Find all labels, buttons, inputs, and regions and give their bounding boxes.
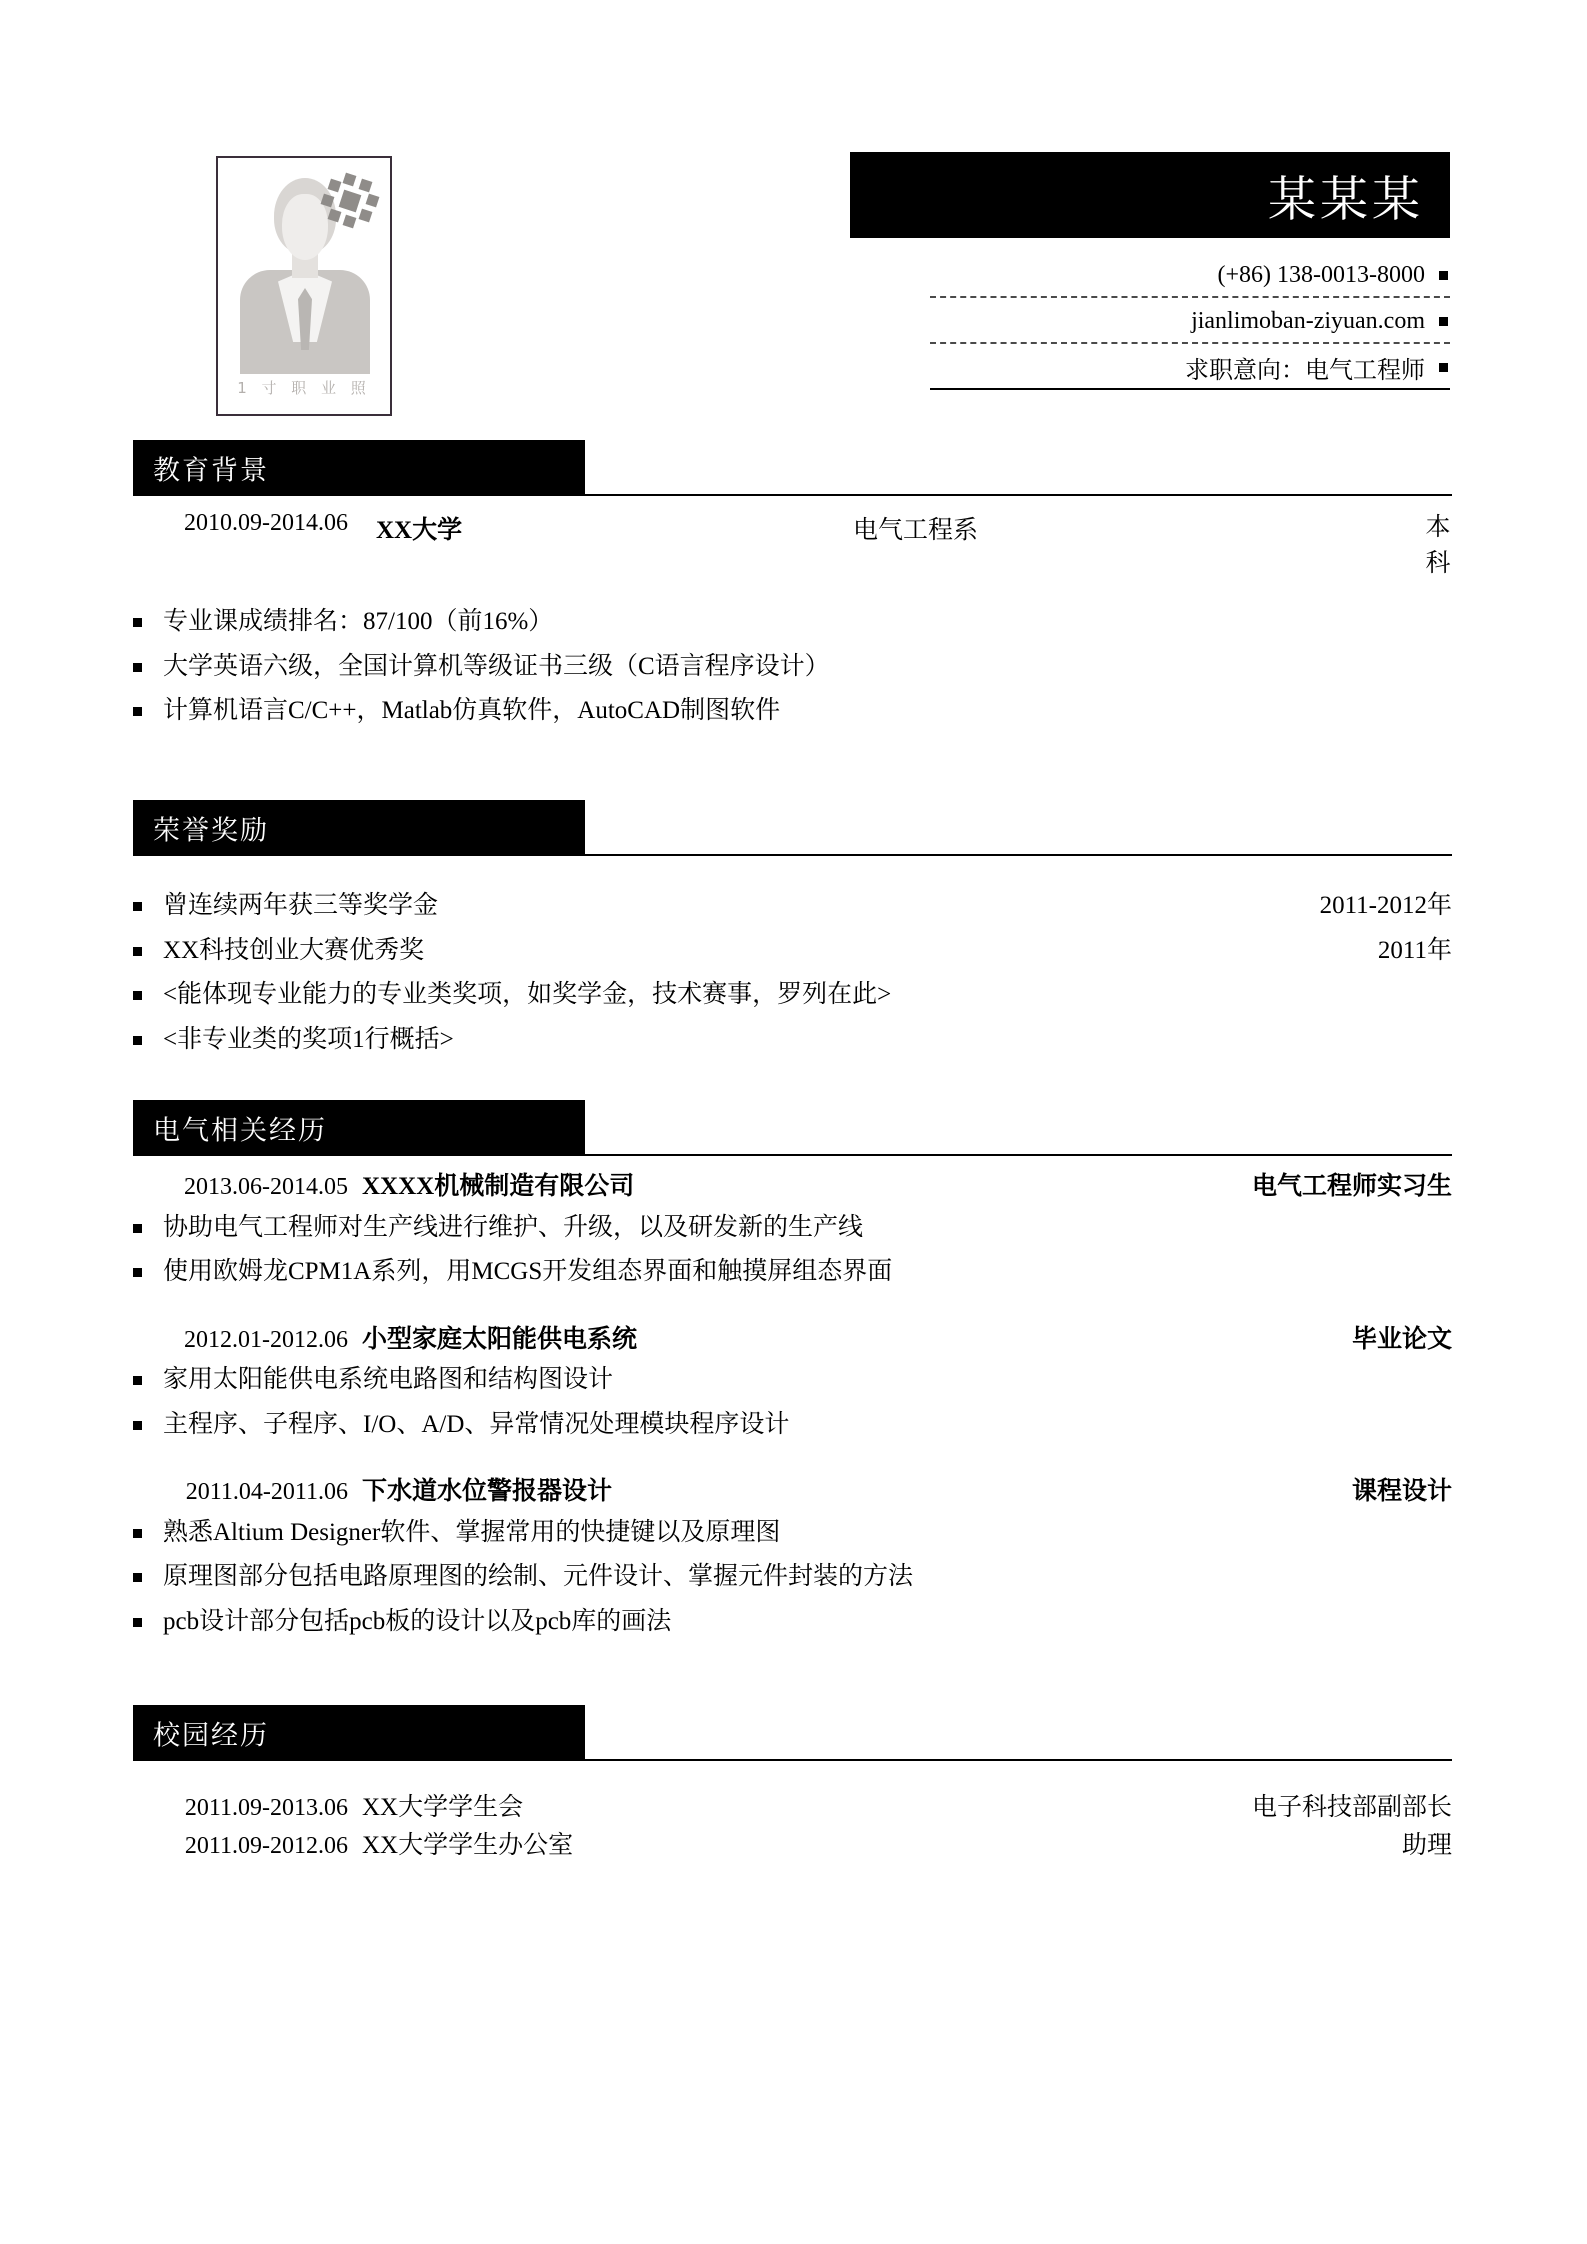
section-header-education — [133, 440, 1452, 496]
list-item — [133, 929, 1452, 974]
photo-gear-icon — [322, 174, 378, 230]
section-body-education — [133, 496, 1452, 734]
section-title: 荣誉奖励 — [153, 815, 269, 846]
section-campus — [0, 1705, 1587, 1864]
campus-role: 电子科技部副部长 — [1251, 1794, 1452, 1821]
list-item: 熟悉Altium Designer软件、掌握常用的快捷键以及原理图 — [133, 1511, 1452, 1556]
section-education — [0, 440, 1587, 734]
section-body-campus — [133, 1761, 1452, 1864]
section-body-experience — [133, 1156, 1452, 1644]
contact-row-website — [930, 298, 1450, 344]
divider-solid — [930, 388, 1450, 390]
experience-title: 小型家庭太阳能供电系统 — [362, 1325, 638, 1353]
contact-row-objective — [930, 344, 1450, 390]
profile-photo-placeholder[interactable] — [216, 156, 392, 416]
award-text: XX科技创业大赛优秀奖 — [163, 936, 425, 964]
experience-bullet-list — [133, 1358, 1452, 1447]
award-year: 2011-2012年 — [1319, 892, 1452, 919]
section-header-rule — [585, 854, 1452, 856]
section-header-rule — [585, 1759, 1452, 1761]
section-header-awards — [133, 800, 1452, 856]
education-school: XX大学 — [376, 517, 463, 544]
experience-entry — [133, 1473, 1452, 1511]
experience-date: 2012.01-2012.06 — [184, 1326, 348, 1353]
section-header-rule — [585, 1154, 1452, 1156]
list-item: 主程序、子程序、I/O、A/D、异常情况处理模块程序设计 — [133, 1403, 1452, 1448]
website-url[interactable]: jianlimoban-ziyuan.com — [1191, 307, 1425, 334]
section-awards — [0, 800, 1587, 1062]
spacer — [133, 868, 1452, 884]
campus-entry — [133, 1827, 1452, 1865]
award-year: 2011年 — [1377, 936, 1452, 964]
experience-role: 毕业论文 — [1351, 1325, 1452, 1353]
education-bullet-list — [133, 600, 1452, 734]
list-item: 计算机语言C/C++，Matlab仿真软件，AutoCAD制图软件 — [133, 689, 1452, 734]
campus-role: 助理 — [1401, 1831, 1452, 1859]
experience-role: 课程设计 — [1351, 1478, 1452, 1505]
list-item — [133, 884, 1452, 929]
section-header-experience — [133, 1100, 1452, 1156]
bullet-square-icon — [1439, 363, 1448, 372]
bullet-square-icon — [1439, 317, 1448, 326]
section-header-rule — [585, 494, 1452, 496]
resume-header — [0, 0, 1587, 440]
campus-org: XX大学学生办公室 — [362, 1831, 574, 1859]
list-item: 专业课成绩排名：87/100（前16%） — [133, 600, 1452, 645]
list-item — [133, 973, 1452, 1018]
campus-date: 2011.09-2012.06 — [184, 1832, 348, 1859]
candidate-name: 某某某 — [1267, 173, 1424, 227]
experience-entry — [133, 1321, 1452, 1359]
section-title: 教育背景 — [153, 455, 269, 486]
award-text: <能体现专业能力的专业类奖项，如奖学金，技术赛事，罗列在此> — [163, 981, 892, 1008]
phone-number[interactable]: (+86) 138-0013-8000 — [1217, 261, 1425, 288]
award-text: <非专业类的奖项1行概括> — [163, 1025, 454, 1053]
experience-bullet-list — [133, 1206, 1452, 1295]
campus-date: 2011.09-2013.06 — [184, 1795, 348, 1821]
list-item: pcb设计部分包括pcb板的设计以及pcb库的画法 — [133, 1600, 1452, 1645]
contact-block — [930, 252, 1450, 390]
photo-placeholder-label: 1 寸 职 业 照 — [237, 379, 371, 397]
section-experience — [0, 1100, 1587, 1644]
bullet-square-icon — [1439, 271, 1448, 280]
spacer — [133, 1295, 1452, 1321]
name-banner — [850, 152, 1450, 238]
experience-title: 下水道水位警报器设计 — [362, 1478, 613, 1505]
experience-title: XXXX机械制造有限公司 — [362, 1173, 635, 1200]
award-text: 曾连续两年获三等奖学金 — [163, 892, 439, 919]
campus-org: XX大学学生会 — [362, 1794, 524, 1821]
education-date: 2010.09-2014.06 — [184, 510, 348, 536]
list-item: 协助电气工程师对生产线进行维护、升级，以及研发新的生产线 — [133, 1206, 1452, 1251]
section-title: 电气相关经历 — [153, 1115, 327, 1146]
section-header-campus — [133, 1705, 1452, 1761]
list-item: 大学英语六级，全国计算机等级证书三级（C语言程序设计） — [133, 645, 1452, 690]
education-entry — [133, 508, 1452, 600]
list-item: 使用欧姆龙CPM1A系列，用MCGS开发组态界面和触摸屏组态界面 — [133, 1250, 1452, 1295]
awards-bullet-list — [133, 884, 1452, 1062]
photo-person-icon — [218, 164, 390, 374]
list-item — [133, 1018, 1452, 1063]
experience-date: 2011.04-2011.06 — [185, 1479, 348, 1505]
job-objective: 求职意向：电气工程师 — [1185, 357, 1425, 384]
spacer — [133, 1447, 1452, 1473]
list-item: 原理图部分包括电路原理图的绘制、元件设计、掌握元件封装的方法 — [133, 1555, 1452, 1600]
experience-entry — [133, 1168, 1452, 1206]
section-title: 校园经历 — [153, 1720, 269, 1751]
education-department: 电气工程系 — [853, 517, 979, 544]
contact-row-phone — [930, 252, 1450, 298]
list-item: 家用太阳能供电系统电路图和结构图设计 — [133, 1358, 1452, 1403]
experience-date: 2013.06-2014.05 — [184, 1174, 348, 1200]
spacer — [133, 1773, 1452, 1789]
section-body-awards — [133, 856, 1452, 1062]
experience-bullet-list — [133, 1511, 1452, 1645]
campus-entry — [133, 1789, 1452, 1827]
experience-role: 电气工程师实习生 — [1251, 1173, 1452, 1200]
education-degree: 本科 — [1425, 514, 1451, 578]
